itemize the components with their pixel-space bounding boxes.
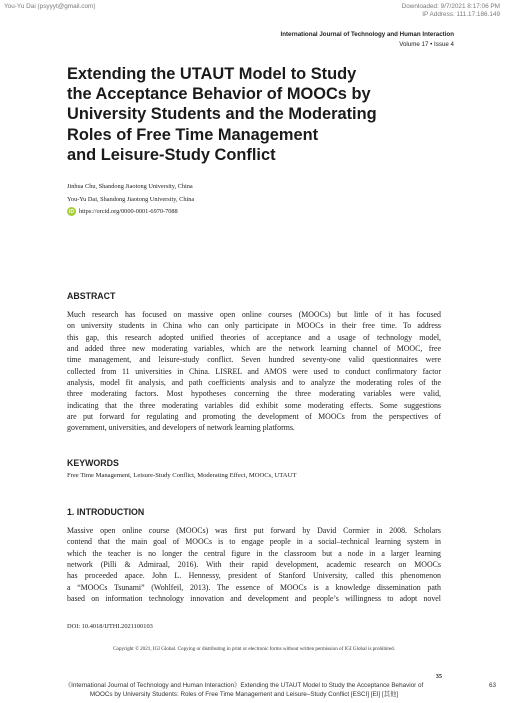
title-line: and Leisure-Study Conflict <box>67 145 276 164</box>
intro-line: Massive open online course (MOOCs) was first put forward by David Cormier in 2008. Scholars <box>67 526 441 535</box>
orcid-icon: iD <box>69 208 74 215</box>
intro-line: network (Pilli & Admiraal, 2016). With their rapid development, academic research on MOOCs <box>67 560 441 570</box>
footer-page-index: 63 <box>488 682 496 689</box>
abstract-line: analysis, model fit analysis, and path coefficients analysis and to analyze the moderating roles of the <box>67 378 441 388</box>
download-info <box>402 3 500 18</box>
title-line: Roles of Free Time Management <box>67 125 319 144</box>
author-affiliation: Jinhua Chu, Shandong Jiaotong University, China <box>67 183 193 190</box>
footer-citation-line: MOOCs by University Students: Roles of Free Time Management and Leisure–Study Conflict [ESCI] [EI] [其他] <box>89 690 399 698</box>
abstract-line: on university students in China who can only participate in MOOCs in their free time. To address <box>67 321 441 331</box>
copyright-notice: Copyright © 2021, IGI Global. Copying or distributing in print or electronic forms without written permission of IGI Global is prohibited. <box>113 646 395 652</box>
abstract-line: are put forward for regulating and promoting the development of MOOCs from the perspectives of <box>67 412 441 422</box>
introduction-heading: 1. INTRODUCTION <box>67 507 145 517</box>
abstract-line: indicating that the three moderating variables did exhibit some moderating effects. Some suggestions <box>67 400 441 410</box>
download-timestamp: Downloaded: 9/7/2021 8:17:06 PM <box>401 3 500 10</box>
abstract-line: and added three new moderating variables, which are the network learning channel of MOOC, free <box>67 344 441 354</box>
abstract-line: this gap, this research adopted unified theories of acceptance and a usage of technology model, <box>67 332 441 342</box>
article-title <box>67 64 457 165</box>
journal-name: International Journal of Technology and Human Interaction <box>280 31 454 38</box>
abstract-line: government, universities, and developers of network learning platforms. <box>67 423 295 433</box>
intro-line: contend that the main goal of MOOCs is to engage people in a social–technical learning system in <box>67 537 441 547</box>
download-ip: IP Address: 111.17.186.149 <box>422 10 500 18</box>
title-line: University Students and the Moderating <box>67 105 377 124</box>
orcid-link[interactable]: https://orcid.org/0000-0001-6970-7088 <box>79 208 178 215</box>
page-number: 35 <box>435 673 442 680</box>
download-user: You-Yu Dai (psyyyt@gmail.com) <box>4 3 96 10</box>
keywords-heading: KEYWORDS <box>67 458 119 468</box>
intro-line: a “MOOCs Tsunami” (Wohlfeil, 2013). The essence of MOOCs is a knowledge dissemination path <box>67 582 441 592</box>
introduction-text <box>67 525 441 604</box>
abstract-line: Much research has focused on massive open online courses (MOOCs) but little of it has focused <box>67 310 441 319</box>
doi: DOI: 10.4018/IJTHI.2021100103 <box>67 623 153 630</box>
abstract-line: time management, and leisure-study conflict. Seven hundred seventy-one valid questionnaires were <box>67 355 441 365</box>
title-line: Extending the UTAUT Model to Study <box>67 65 357 83</box>
abstract-line: collected from 11 universities in China. LISREL and AMOS were used to conduct confirmatory factor <box>67 366 441 376</box>
intro-line: which the teacher is no longer the central figure in the classroom but a node in a larger learning <box>67 548 441 558</box>
journal-issue: Volume 17 • Issue 4 <box>399 41 454 48</box>
orcid-row <box>67 207 178 216</box>
abstract-text <box>67 309 441 434</box>
author-affiliation: You-Yu Dai, Shandong Jiaotong University, China <box>67 196 195 203</box>
footer-citation-line: 《International Journal of Technology and Human Interaction》Extending the UTAUT Model to Study the Acceptance Behavior of <box>64 682 424 689</box>
keywords-text: Free Time Management, Leisure-Study Conflict, Moderating Effect, MOOCs, UTAUT <box>67 472 297 479</box>
intro-line: has proceeded apace. John L. Hennessy, president of Stanford University, called this phenomenon <box>67 571 441 581</box>
footer-citation <box>18 682 470 699</box>
abstract-line: three moderating factors. Most hypotheses concerning the three moderating variables were valid, <box>67 389 441 399</box>
abstract-heading: ABSTRACT <box>67 291 116 301</box>
title-line: the Acceptance Behavior of MOOCs by <box>67 85 371 104</box>
intro-line: based on information technology innovation and development and people’s willingness to adopt novel <box>67 594 441 604</box>
